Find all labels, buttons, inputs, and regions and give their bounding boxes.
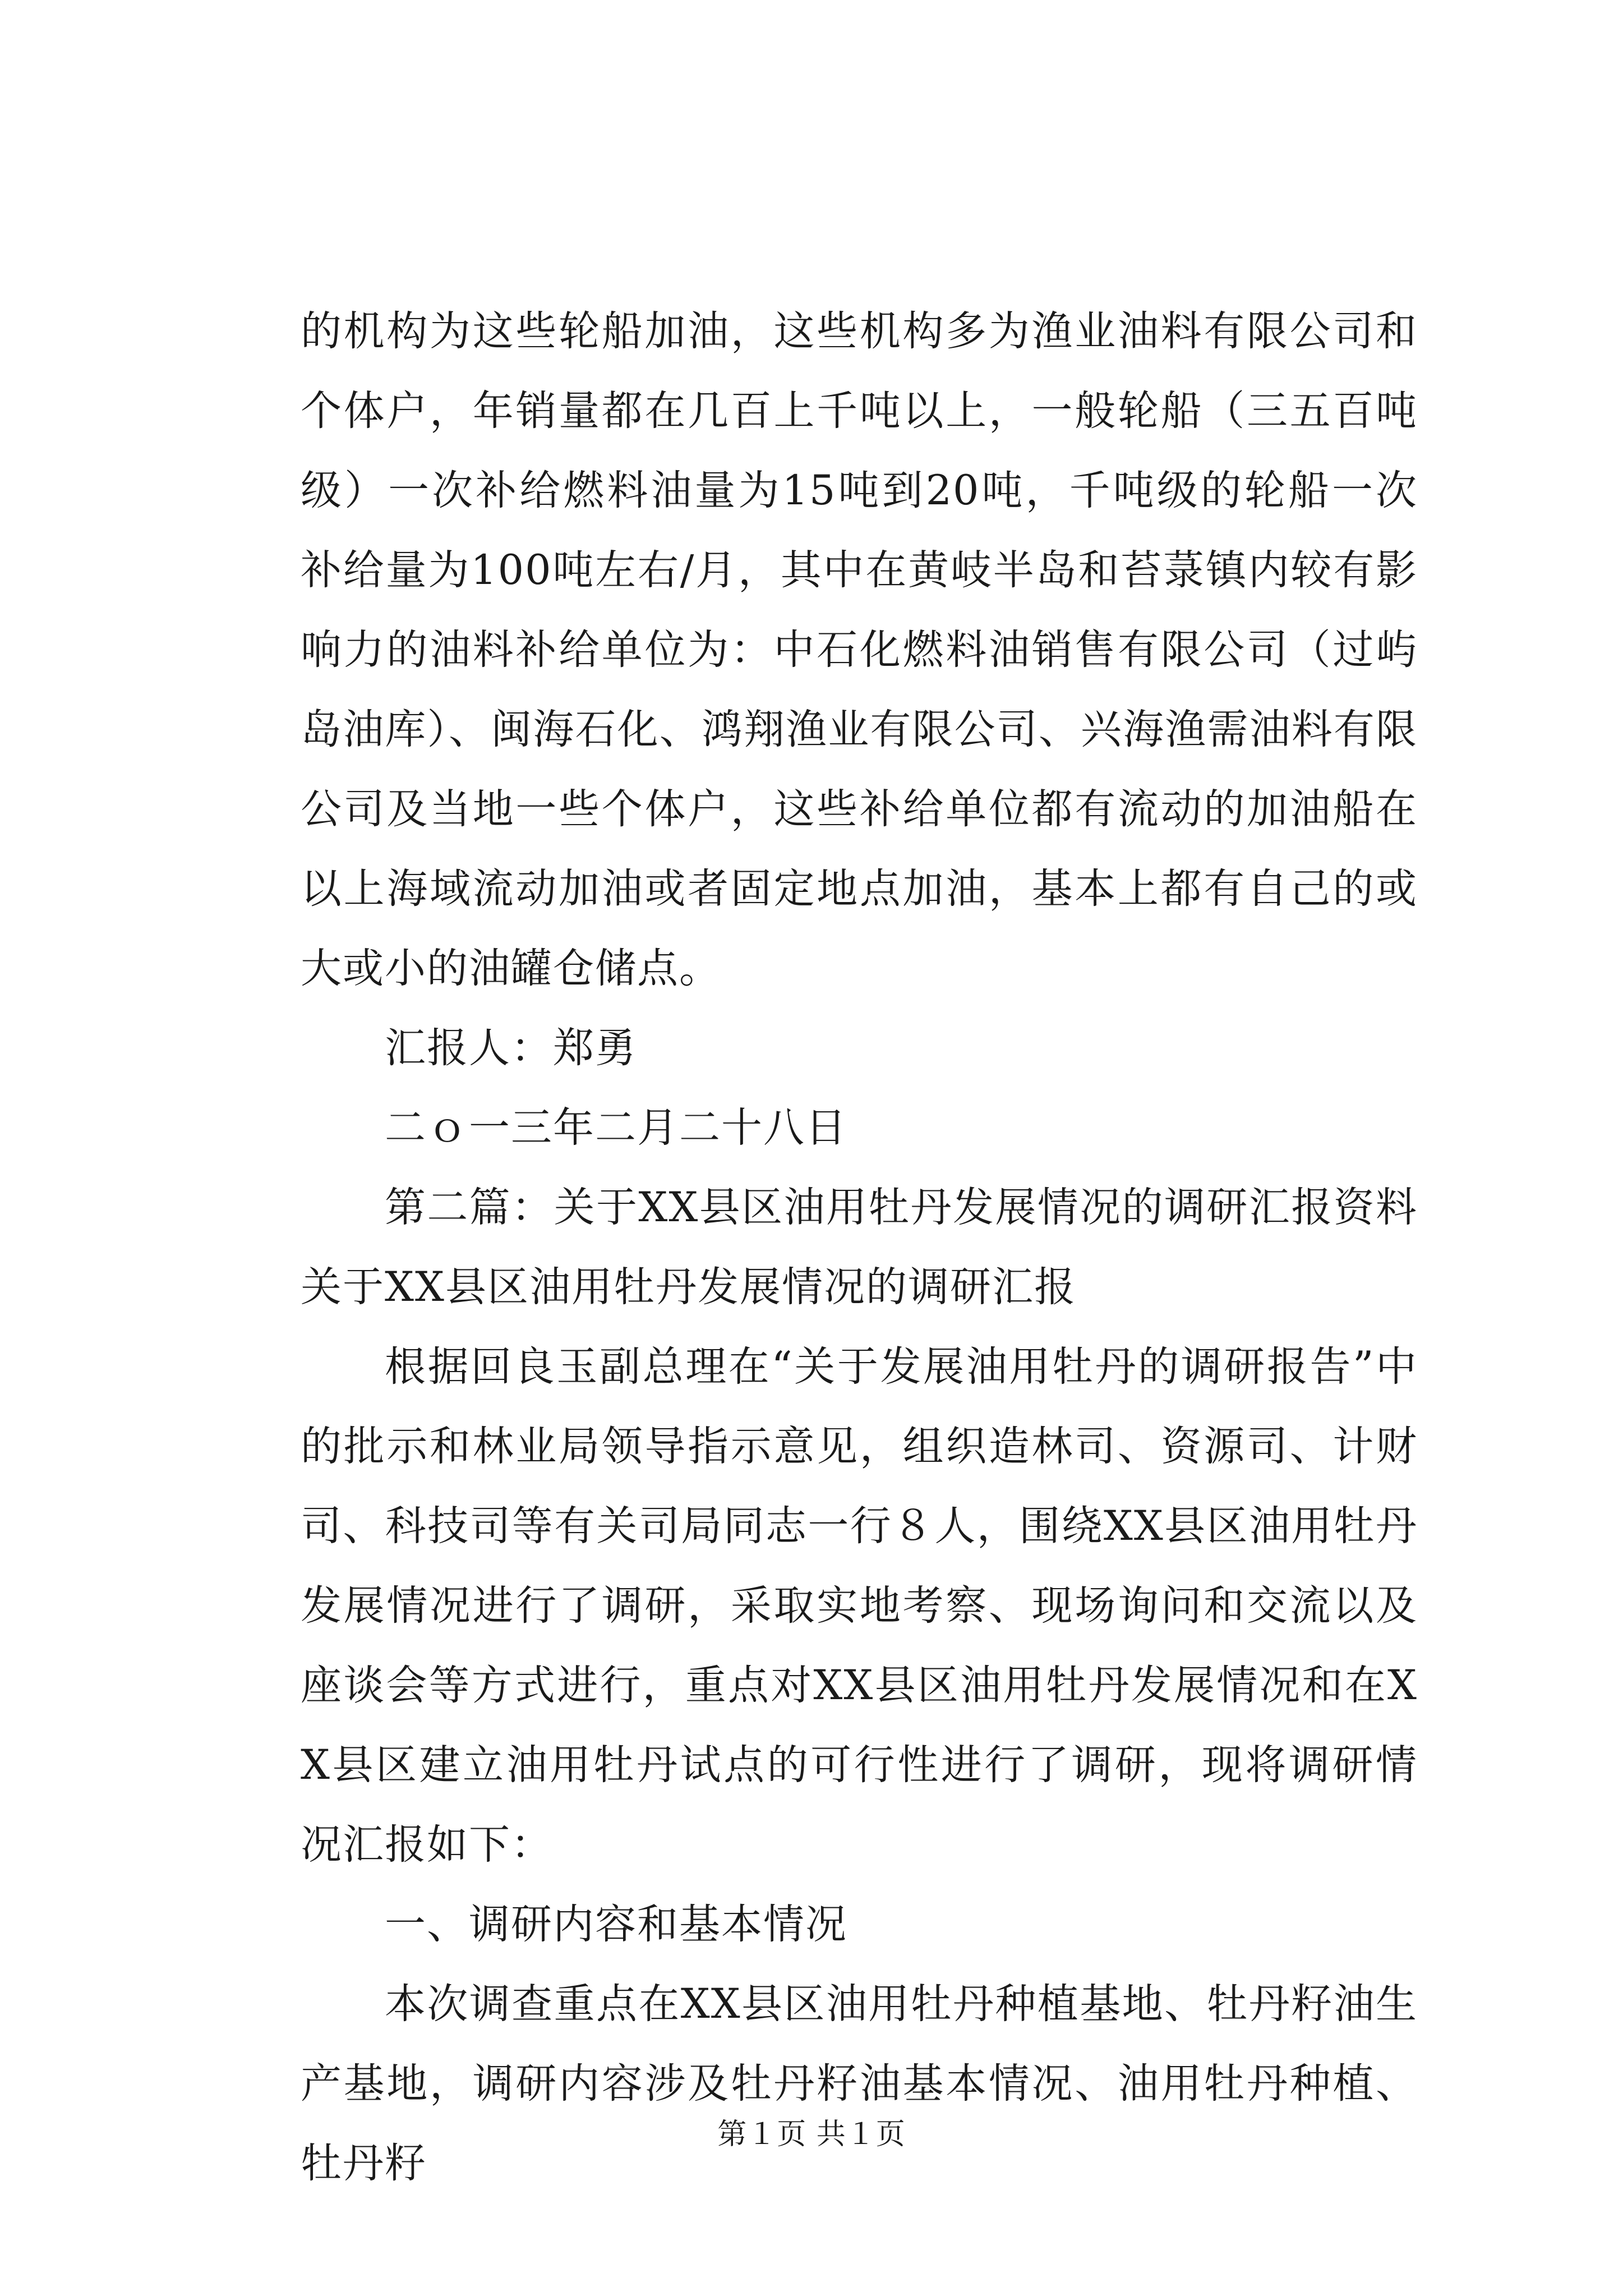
paragraph-continuation: 的机构为这些轮船加油，这些机构多为渔业油料有限公司和个体户，年销量都在几百上千吨以上，一般轮船（三五百吨级）一次补给燃料油量为15吨到20吨，千吨级的轮船一次补给量为100吨左右/月，其中在黄岐半岛和苔菉镇内较有影响力的油料补给单位为：中石化燃料油销售有限公司（过屿岛油库）、闽海石化、鸿翔渔业有限公司、兴海渔需油料有限公司及当地一些个体户，这些补给单位都有流动的加油船在以上海域流动加油或者固定地点加油，基本上都有自己的或大或小的油罐仓储点。 — [301, 307, 1418, 992]
paragraph-survey: 本次调查重点在XX县区油用牡丹种植基地、牡丹籽油生产基地，调研内容涉及牡丹籽油基本情况、油用牡丹种植、牡丹籽 — [301, 1980, 1418, 2187]
section-heading: 一、调研内容和基本情况 — [385, 1901, 847, 1948]
date-line: 二ｏ一三年二月二十八日 — [385, 1104, 847, 1152]
page-footer: 第１页 共１页 — [717, 2118, 906, 2151]
reporter-line: 汇报人：郑勇 — [385, 1024, 637, 1072]
document-body — [301, 292, 1418, 2203]
section-title: 第二篇：关于XX县区油用牡丹发展情况的调研汇报资料关于XX县区油用牡丹发展情况的调研汇报 — [301, 1184, 1418, 1311]
paragraph-intro: 根据回良玉副总理在“关于发展油用牡丹的调研报告”中的批示和林业局领导指示意见，组织造林司、资源司、计财司、科技司等有关司局同志一行８人，围绕XX县区油用牡丹发展情况进行了调研，采取实地考察、现场询问和交流以及座谈会等方式进行，重点对XX县区油用牡丹发展情况和在XX县区建立油用牡丹试点的可行性进行了调研，现将调研情况汇报如下： — [301, 1343, 1418, 1869]
